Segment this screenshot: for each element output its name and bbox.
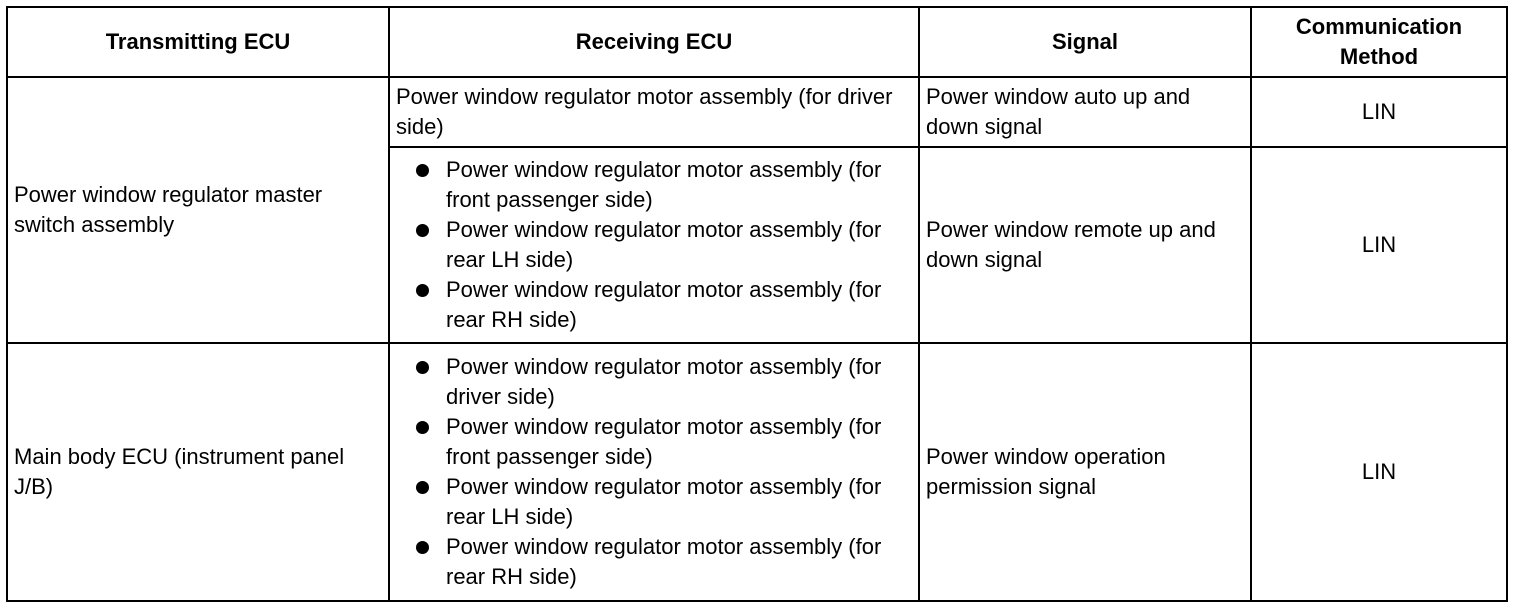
table-row — [7, 77, 1507, 147]
list-item-text: Power window regulator motor assembly (for front passenger side) — [446, 157, 882, 212]
receiving-ecu-cell — [389, 147, 919, 343]
signal-cell: Power window remote up and down signal — [919, 147, 1251, 343]
header-receiving-ecu: Receiving ECU — [389, 7, 919, 77]
bullet-icon — [416, 224, 429, 237]
table-header-row — [7, 7, 1507, 77]
list-item-text: Power window regulator motor assembly (for rear RH side) — [446, 277, 882, 332]
ecu-communication-table — [6, 6, 1508, 602]
list-item — [396, 352, 912, 412]
receiving-ecu-cell: Power window regulator motor assembly (for driver side) — [389, 77, 919, 147]
header-communication-method: Communication Method — [1251, 7, 1507, 77]
signal-cell: Power window operation permission signal — [919, 343, 1251, 601]
bullet-icon — [416, 481, 429, 494]
receiving-ecu-list — [396, 352, 912, 592]
transmitting-ecu-cell: Power window regulator master switch assembly — [7, 77, 389, 343]
list-item — [396, 275, 912, 335]
communication-method-cell: LIN — [1251, 343, 1507, 601]
receiving-ecu-cell — [389, 343, 919, 601]
header-signal: Signal — [919, 7, 1251, 77]
list-item-text: Power window regulator motor assembly (for rear RH side) — [446, 534, 882, 589]
communication-method-cell: LIN — [1251, 147, 1507, 343]
list-item-text: Power window regulator motor assembly (for rear LH side) — [446, 217, 882, 272]
list-item-text: Power window regulator motor assembly (for front passenger side) — [446, 414, 882, 469]
signal-cell: Power window auto up and down signal — [919, 77, 1251, 147]
bullet-icon — [416, 164, 429, 177]
list-item — [396, 155, 912, 215]
transmitting-ecu-cell: Main body ECU (instrument panel J/B) — [7, 343, 389, 601]
table-row — [7, 343, 1507, 601]
receiving-ecu-list — [396, 155, 912, 335]
header-transmitting-ecu: Transmitting ECU — [7, 7, 389, 77]
bullet-icon — [416, 421, 429, 434]
list-item-text: Power window regulator motor assembly (for rear LH side) — [446, 474, 882, 529]
communication-method-cell: LIN — [1251, 77, 1507, 147]
list-item-text: Power window regulator motor assembly (for driver side) — [446, 354, 882, 409]
list-item — [396, 215, 912, 275]
bullet-icon — [416, 284, 429, 297]
bullet-icon — [416, 541, 429, 554]
list-item — [396, 472, 912, 532]
list-item — [396, 532, 912, 592]
bullet-icon — [416, 361, 429, 374]
list-item — [396, 412, 912, 472]
